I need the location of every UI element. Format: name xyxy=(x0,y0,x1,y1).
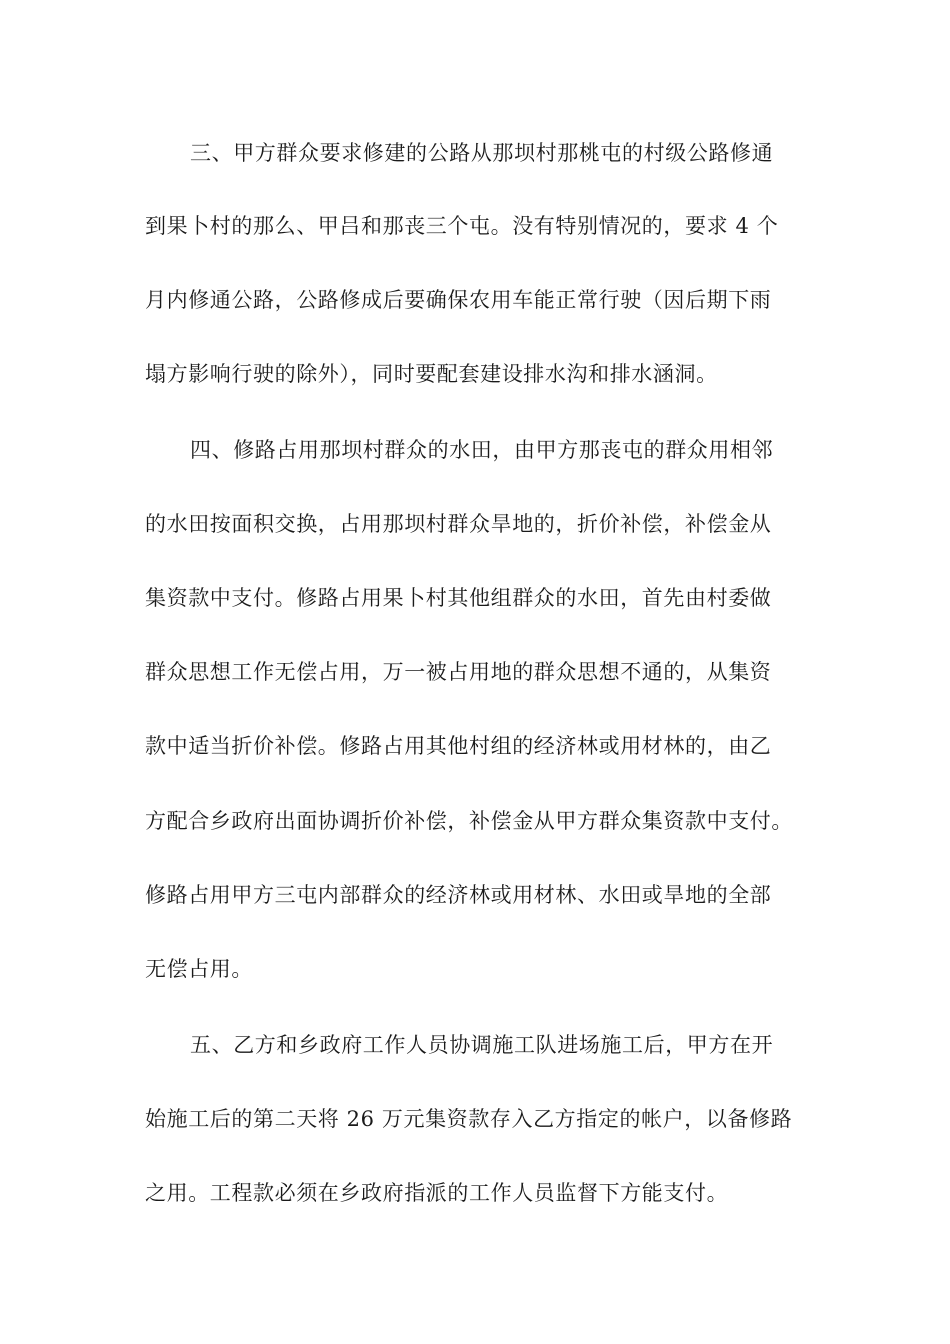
paragraph-line: 四、修路占用那坝村群众的水田，由甲方那丧屯的群众用相邻 xyxy=(190,438,774,462)
paragraph-line: 到果卜村的那么、甲吕和那丧三个屯。没有特别情况的，要求 4 个 xyxy=(145,214,779,238)
paragraph-line: 始施工后的第二天将 26 万元集资款存入乙方指定的帐户，以备修路 xyxy=(145,1107,793,1131)
paragraph-line: 月内修通公路，公路修成后要确保农用车能正常行驶（因后期下雨 xyxy=(145,288,772,312)
paragraph-line: 五、乙方和乡政府工作人员协调施工队进场施工后，甲方在开 xyxy=(190,1033,774,1057)
paragraph-line: 的水田按面积交换，占用那坝村群众旱地的，折价补偿，补偿金从 xyxy=(145,512,772,536)
paragraph-line: 集资款中支付。修路占用果卜村其他组群众的水田，首先由村委做 xyxy=(145,586,772,610)
paragraph-line: 无偿占用。 xyxy=(145,957,253,981)
paragraph-line: 三、甲方群众要求修建的公路从那坝村那桃屯的村级公路修通 xyxy=(190,141,774,165)
paragraph-line: 方配合乡政府出面协调折价补偿，补偿金从甲方群众集资款中支付。 xyxy=(145,809,793,833)
paragraph-line: 修路占用甲方三屯内部群众的经济林或用材林、水田或旱地的全部 xyxy=(145,883,772,907)
paragraph-line: 群众思想工作无偿占用，万一被占用地的群众思想不通的，从集资 xyxy=(145,660,772,684)
paragraph-line: 款中适当折价补偿。修路占用其他村组的经济林或用材林的，由乙 xyxy=(145,734,772,758)
paragraph-line: 塌方影响行驶的除外），同时要配套建设排水沟和排水涵洞。 xyxy=(145,362,718,386)
paragraph-line: 之用。工程款必须在乡政府指派的工作人员监督下方能支付。 xyxy=(145,1181,729,1205)
